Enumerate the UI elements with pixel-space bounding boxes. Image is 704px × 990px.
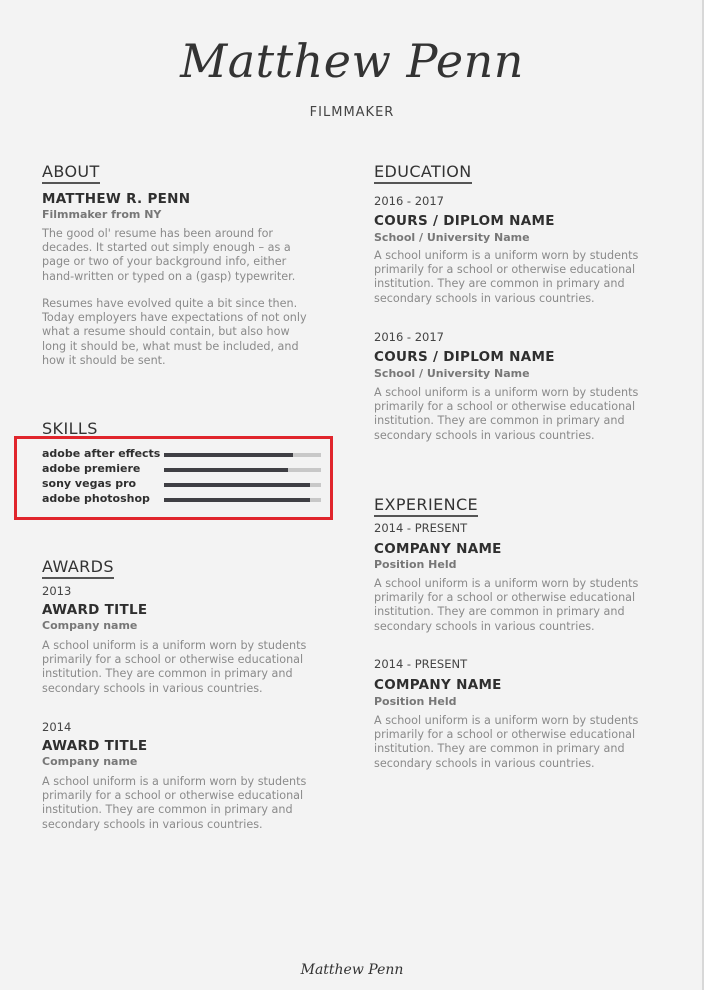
award-company: Company name xyxy=(42,619,138,632)
about-full-name: MATTHEW R. PENN xyxy=(42,191,191,207)
education-course: COURS / DIPLOM NAME xyxy=(374,349,555,365)
education-school: School / University Name xyxy=(374,231,530,244)
education-description: A school uniform is a uniform worn by students primarily for a school or otherwise educational institution. They are common in primary and secondary schools in various countries. xyxy=(374,249,639,305)
role-subheading: FILMMAKER xyxy=(309,105,395,120)
experience-position: Position Held xyxy=(374,695,457,708)
about-subtitle: Filmmaker from NY xyxy=(42,208,162,221)
skill-label: adobe premiere xyxy=(42,462,141,475)
skill-bar-fill xyxy=(164,468,288,472)
skill-label: adobe photoshop xyxy=(42,492,150,505)
about-title: ABOUT xyxy=(42,163,100,184)
award-company: Company name xyxy=(42,755,138,768)
experience-title: EXPERIENCE xyxy=(374,496,478,517)
award-title: AWARD TITLE xyxy=(42,738,148,754)
award-description: A school uniform is a uniform worn by students primarily for a school or otherwise educational institution. They are common in primary and secondary schools in various countries. xyxy=(42,775,307,831)
awards-title: AWARDS xyxy=(42,558,114,579)
award-description: A school uniform is a uniform worn by students primarily for a school or otherwise educational institution. They are common in primary and secondary schools in various countries. xyxy=(42,639,307,695)
footer-signature: Matthew Penn xyxy=(300,962,404,978)
education-description: A school uniform is a uniform worn by students primarily for a school or otherwise educational institution. They are common in primary and secondary schools in various countries. xyxy=(374,386,639,442)
experience-description: A school uniform is a uniform worn by students primarily for a school or otherwise educational institution. They are common in primary and secondary schools in various countries. xyxy=(374,577,639,633)
experience-position: Position Held xyxy=(374,558,457,571)
skill-bar-fill xyxy=(164,453,293,457)
skill-bar-track xyxy=(164,453,321,457)
education-title: EDUCATION xyxy=(374,163,472,184)
award-year: 2014 xyxy=(42,720,72,734)
skill-bar-fill xyxy=(164,483,310,487)
skills-title: SKILLS xyxy=(42,419,98,438)
education-years: 2016 - 2017 xyxy=(374,330,444,344)
experience-company: COMPANY NAME xyxy=(374,677,502,693)
experience-years: 2014 - PRESENT xyxy=(374,521,468,535)
experience-company: COMPANY NAME xyxy=(374,541,502,557)
education-course: COURS / DIPLOM NAME xyxy=(374,213,555,229)
experience-description: A school uniform is a uniform worn by students primarily for a school or otherwise educational institution. They are common in primary and secondary schools in various countries. xyxy=(374,714,639,770)
about-paragraph-2: Resumes have evolved quite a bit since then. Today employers have expectations of not only what a resume should contain, but also how long it should be, what must be included, and how it should be sent. xyxy=(42,297,307,367)
education-school: School / University Name xyxy=(374,367,530,380)
skill-bar-track xyxy=(164,468,321,472)
skill-label: adobe after effects xyxy=(42,447,161,460)
skill-label: sony vegas pro xyxy=(42,477,137,490)
award-title: AWARD TITLE xyxy=(42,602,148,618)
about-paragraph-1: The good ol' resume has been around for decades. It started out simply enough – as a page or two of your background info, either hand-written or typed on a (gasp) typewriter. xyxy=(42,227,296,283)
experience-years: 2014 - PRESENT xyxy=(374,657,468,671)
award-year: 2013 xyxy=(42,584,72,598)
skill-bar-track xyxy=(164,498,321,502)
skill-bar-fill xyxy=(164,498,310,502)
skill-bar-track xyxy=(164,483,321,487)
name-heading: Matthew Penn xyxy=(180,34,524,88)
education-years: 2016 - 2017 xyxy=(374,194,444,208)
